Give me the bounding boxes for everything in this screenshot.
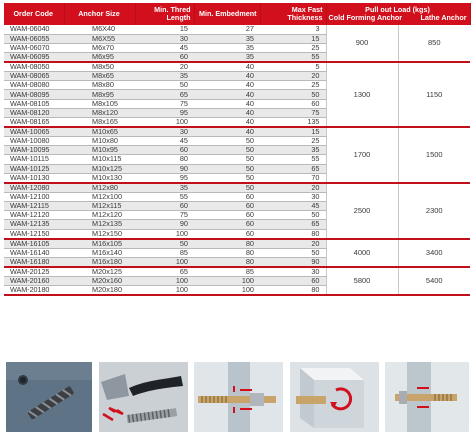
thread-length-cell: 30: [135, 34, 194, 43]
max-fast-thickness-cell: 30: [260, 192, 326, 201]
embedment-cell: 85: [194, 267, 260, 277]
order-code-cell: WAM-16105: [4, 239, 64, 249]
embedment-cell: 50: [194, 137, 260, 146]
anchor-size-cell: M10x115: [64, 155, 135, 164]
max-fast-thickness-cell: 45: [260, 201, 326, 210]
thread-length-cell: 100: [135, 285, 194, 295]
anchor-size-cell: M8x105: [64, 99, 135, 108]
thread-length-cell: 30: [135, 127, 194, 137]
embedment-cell: 50: [194, 173, 260, 183]
anchor-size-cell: M8x80: [64, 81, 135, 90]
thread-length-cell: 45: [135, 43, 194, 52]
anchor-size-cell: M10x130: [64, 173, 135, 183]
thread-length-cell: 75: [135, 211, 194, 220]
embedment-cell: 40: [194, 127, 260, 137]
thread-length-cell: 100: [135, 229, 194, 239]
thread-length-cell: 55: [135, 192, 194, 201]
order-code-cell: WAM-12100: [4, 192, 64, 201]
header-thread-length: Min. Thred Length: [135, 3, 194, 25]
max-fast-thickness-cell: 25: [260, 81, 326, 90]
max-fast-thickness-cell: 20: [260, 239, 326, 249]
embedment-cell: 80: [194, 239, 260, 249]
max-fast-thickness-cell: 25: [260, 43, 326, 52]
anchor-size-cell: M10x125: [64, 164, 135, 173]
embedment-cell: 40: [194, 108, 260, 117]
anchor-size-cell: M6X55: [64, 34, 135, 43]
anchor-size-cell: M10x80: [64, 137, 135, 146]
max-fast-thickness-cell: 55: [260, 155, 326, 164]
order-code-cell: WAM-16180: [4, 257, 64, 267]
thread-length-cell: 50: [135, 239, 194, 249]
max-fast-thickness-cell: 60: [260, 99, 326, 108]
anchor-size-cell: M12x80: [64, 183, 135, 193]
embedment-cell: 40: [194, 62, 260, 72]
anchor-size-cell: M12x100: [64, 192, 135, 201]
order-code-cell: WAM-10095: [4, 146, 64, 155]
table-row: [4, 62, 470, 72]
anchor-size-cell: M6x95: [64, 53, 135, 63]
embedment-cell: 40: [194, 81, 260, 90]
thread-length-cell: 75: [135, 99, 194, 108]
order-code-cell: WAM-12150: [4, 229, 64, 239]
anchor-size-cell: M8x120: [64, 108, 135, 117]
max-fast-thickness-cell: 60: [260, 276, 326, 285]
embedment-cell: 40: [194, 99, 260, 108]
table-row: [4, 267, 470, 277]
thread-length-cell: 65: [135, 90, 194, 99]
thread-length-cell: 35: [135, 72, 194, 81]
max-fast-thickness-cell: 80: [260, 285, 326, 295]
anchor-size-cell: M16x180: [64, 257, 135, 267]
header-max-fast-thickness: Max Fast Thickness: [260, 3, 326, 25]
order-code-cell: WAM-06095: [4, 53, 64, 63]
embedment-cell: 80: [194, 248, 260, 257]
embedment-cell: 40: [194, 72, 260, 81]
max-fast-thickness-cell: 20: [260, 72, 326, 81]
cold-forming-load-cell: 2500: [326, 183, 398, 239]
order-code-cell: WAM-08095: [4, 90, 64, 99]
header-lathe: Lathe Anchor: [420, 13, 467, 22]
installation-steps-strip: [0, 349, 474, 436]
lathe-load-cell: 2300: [398, 183, 470, 239]
anchor-size-cell: M8x50: [64, 62, 135, 72]
embedment-cell: 60: [194, 192, 260, 201]
tighten-nut-icon: [290, 362, 379, 432]
anchor-size-cell: M8x95: [64, 90, 135, 99]
header-pull-out-load-title: Pull out Load (kgs): [365, 5, 430, 14]
max-fast-thickness-cell: 35: [260, 146, 326, 155]
order-code-cell: WAM-08065: [4, 72, 64, 81]
thread-length-cell: 95: [135, 173, 194, 183]
thread-length-cell: 60: [135, 201, 194, 210]
thread-length-cell: 100: [135, 118, 194, 128]
insert-anchor-icon: [194, 362, 283, 432]
order-code-cell: WAM-16140: [4, 248, 64, 257]
order-code-cell: WAM-10065: [4, 127, 64, 137]
order-code-cell: WAM-06055: [4, 34, 64, 43]
thread-length-cell: 20: [135, 62, 194, 72]
order-code-cell: WAM-20180: [4, 285, 64, 295]
anchor-size-cell: M20x180: [64, 285, 135, 295]
thread-length-cell: 100: [135, 276, 194, 285]
order-code-cell: WAM-10125: [4, 164, 64, 173]
embedment-cell: 50: [194, 183, 260, 193]
embedment-cell: 40: [194, 90, 260, 99]
thread-length-cell: 90: [135, 164, 194, 173]
lathe-load-cell: 5400: [398, 267, 470, 295]
order-code-cell: WAM-08165: [4, 118, 64, 128]
header-order-code: Order Code: [4, 3, 64, 25]
max-fast-thickness-cell: 25: [260, 137, 326, 146]
embedment-cell: 100: [194, 276, 260, 285]
thread-length-cell: 60: [135, 53, 194, 63]
clean-hole-icon: [99, 362, 188, 432]
max-fast-thickness-cell: 3: [260, 25, 326, 34]
lathe-load-cell: 1500: [398, 127, 470, 183]
order-code-cell: WAM-08120: [4, 108, 64, 117]
anchor-size-cell: M8x65: [64, 72, 135, 81]
thread-length-cell: 85: [135, 248, 194, 257]
order-code-cell: WAM-08105: [4, 99, 64, 108]
thread-length-cell: 60: [135, 146, 194, 155]
embedment-cell: 35: [194, 34, 260, 43]
cold-forming-load-cell: 900: [326, 25, 398, 62]
max-fast-thickness-cell: 80: [260, 229, 326, 239]
thread-length-cell: 90: [135, 220, 194, 229]
order-code-cell: WAM-08050: [4, 62, 64, 72]
embedment-cell: 60: [194, 201, 260, 210]
lathe-load-cell: 1150: [398, 62, 470, 127]
anchor-size-cell: M6x70: [64, 43, 135, 52]
anchor-size-cell: M12x120: [64, 211, 135, 220]
order-code-cell: WAM-06070: [4, 43, 64, 52]
thread-length-cell: 15: [135, 25, 194, 34]
order-code-cell: WAM-10115: [4, 155, 64, 164]
thread-length-cell: 45: [135, 137, 194, 146]
max-fast-thickness-cell: 30: [260, 267, 326, 277]
embedment-cell: 60: [194, 211, 260, 220]
cold-forming-load-cell: 5800: [326, 267, 398, 295]
table-row: [4, 239, 470, 249]
thread-length-cell: 65: [135, 267, 194, 277]
max-fast-thickness-cell: 135: [260, 118, 326, 128]
max-fast-thickness-cell: 55: [260, 53, 326, 63]
max-fast-thickness-cell: 70: [260, 173, 326, 183]
cold-forming-load-cell: 1700: [326, 127, 398, 183]
lathe-load-cell: 850: [398, 25, 470, 62]
table-row: [4, 183, 470, 193]
anchor-size-cell: M10x65: [64, 127, 135, 137]
anchor-size-cell: M10x95: [64, 146, 135, 155]
order-code-cell: WAM-12120: [4, 211, 64, 220]
embedment-cell: 35: [194, 53, 260, 63]
anchor-size-cell: M12x150: [64, 229, 135, 239]
header-embedment: Min. Embedment: [194, 3, 260, 25]
anchor-size-cell: M12x115: [64, 201, 135, 210]
thread-length-cell: 50: [135, 81, 194, 90]
embedment-cell: 50: [194, 155, 260, 164]
table-header-row: [4, 3, 470, 25]
embedment-cell: 80: [194, 257, 260, 267]
anchor-size-cell: M16x105: [64, 239, 135, 249]
embedment-cell: 35: [194, 43, 260, 52]
table-body: [4, 25, 470, 295]
max-fast-thickness-cell: 90: [260, 257, 326, 267]
anchor-size-cell: M20x160: [64, 276, 135, 285]
header-pull-out-load: [326, 3, 470, 25]
anchor-size-cell: M6X40: [64, 25, 135, 34]
max-fast-thickness-cell: 5: [260, 62, 326, 72]
embedment-cell: 60: [194, 220, 260, 229]
order-code-cell: WAM-20160: [4, 276, 64, 285]
anchor-installed-icon: [385, 362, 469, 432]
thread-length-cell: 100: [135, 257, 194, 267]
anchor-size-cell: M20x125: [64, 267, 135, 277]
max-fast-thickness-cell: 75: [260, 108, 326, 117]
embedment-cell: 100: [194, 285, 260, 295]
anchor-size-cell: M16x140: [64, 248, 135, 257]
embedment-cell: 50: [194, 146, 260, 155]
cold-forming-load-cell: 4000: [326, 239, 398, 267]
specification-table: [4, 3, 470, 296]
table-row: [4, 127, 470, 137]
embedment-cell: 50: [194, 164, 260, 173]
max-fast-thickness-cell: 15: [260, 34, 326, 43]
max-fast-thickness-cell: 20: [260, 183, 326, 193]
order-code-cell: WAM-06040: [4, 25, 64, 34]
order-code-cell: WAM-12080: [4, 183, 64, 193]
max-fast-thickness-cell: 50: [260, 248, 326, 257]
order-code-cell: WAM-10130: [4, 173, 64, 183]
thread-length-cell: 95: [135, 108, 194, 117]
header-anchor-size: Anchor Size: [64, 3, 135, 25]
header-cold-forming: Cold Forming Anchor: [328, 13, 403, 22]
max-fast-thickness-cell: 50: [260, 90, 326, 99]
order-code-cell: WAM-12115: [4, 201, 64, 210]
anchor-size-cell: M12x135: [64, 220, 135, 229]
embedment-cell: 27: [194, 25, 260, 34]
thread-length-cell: 80: [135, 155, 194, 164]
max-fast-thickness-cell: 15: [260, 127, 326, 137]
anchor-size-cell: M8x165: [64, 118, 135, 128]
drill-hole-icon: [6, 362, 92, 432]
cold-forming-load-cell: 1300: [326, 62, 398, 127]
max-fast-thickness-cell: 65: [260, 220, 326, 229]
order-code-cell: WAM-20125: [4, 267, 64, 277]
embedment-cell: 40: [194, 118, 260, 128]
order-code-cell: WAM-08080: [4, 81, 64, 90]
table-row: [4, 25, 470, 34]
max-fast-thickness-cell: 50: [260, 211, 326, 220]
thread-length-cell: 35: [135, 183, 194, 193]
max-fast-thickness-cell: 65: [260, 164, 326, 173]
embedment-cell: 60: [194, 229, 260, 239]
lathe-load-cell: 3400: [398, 239, 470, 267]
order-code-cell: WAM-12135: [4, 220, 64, 229]
order-code-cell: WAM-10080: [4, 137, 64, 146]
